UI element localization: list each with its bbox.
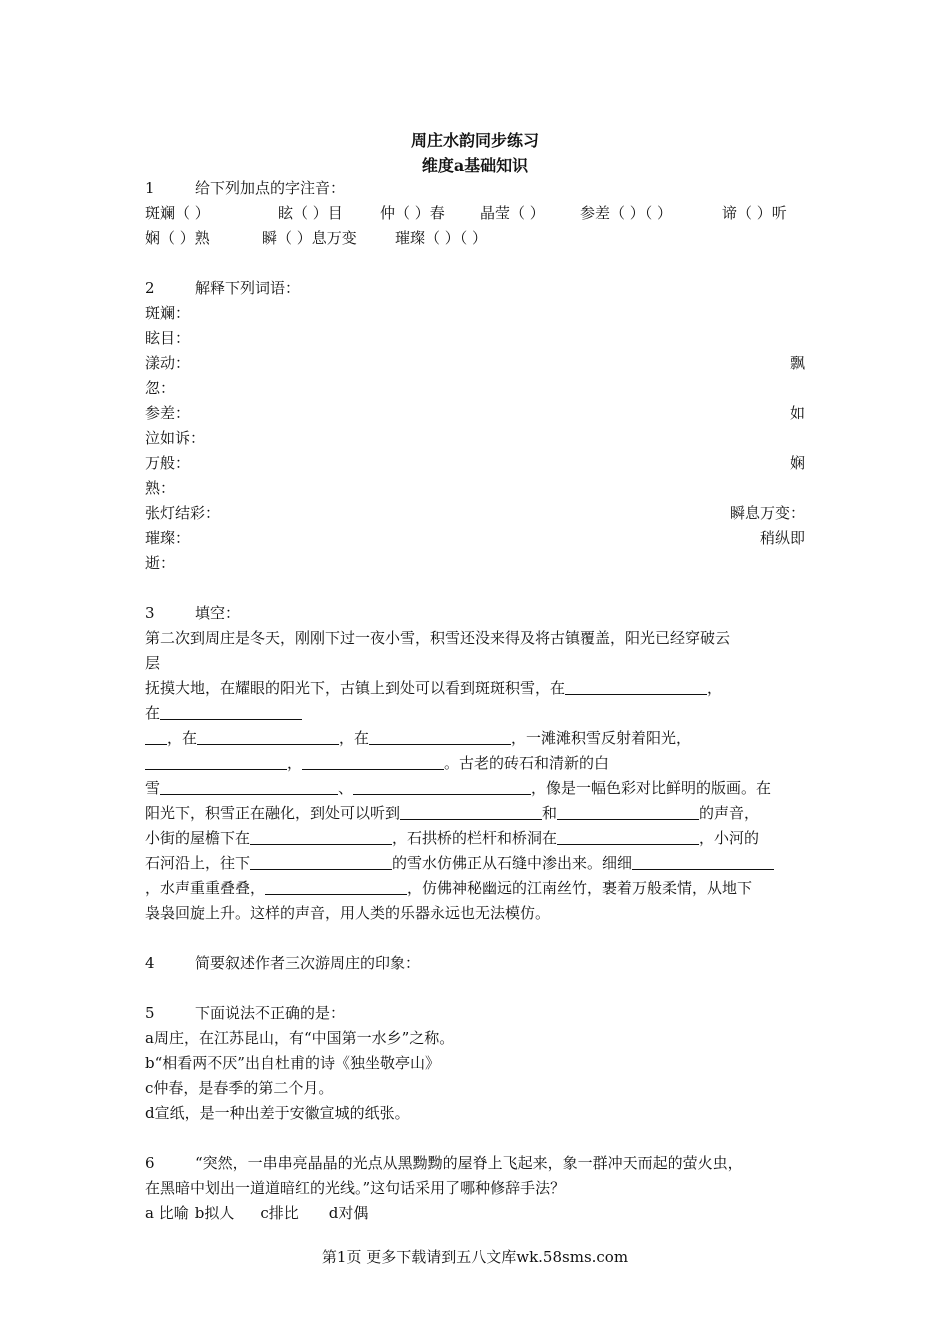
fill-blank[interactable] bbox=[369, 728, 511, 745]
fill-blank[interactable] bbox=[565, 678, 707, 695]
q3-passage-line bbox=[145, 853, 774, 873]
q3-passage-line bbox=[145, 753, 609, 773]
fill-blank[interactable] bbox=[145, 728, 167, 745]
q3-text: 、 bbox=[338, 779, 354, 797]
fill-blank[interactable] bbox=[265, 878, 407, 895]
q6-quote: “突然，一串串亮晶晶的光点从黑黝黝的屋脊上飞起来，象一群冲天而起的萤火虫， bbox=[195, 1154, 743, 1172]
fill-blank[interactable] bbox=[632, 853, 774, 870]
q3-text: ，小河的 bbox=[699, 829, 760, 847]
q2-term-wrap: 如 bbox=[789, 404, 805, 422]
q2-prompt: 解释下列词语： bbox=[195, 279, 301, 297]
fill-blank[interactable] bbox=[160, 703, 302, 720]
q1-item: 参差（ ）（ ） bbox=[580, 204, 673, 222]
q3-number: 3 bbox=[145, 604, 155, 622]
q5-option-a: a周庄，在江苏昆山，有“中国第一水乡”之称。 bbox=[145, 1029, 455, 1047]
q6-option-d: d对偶 bbox=[328, 1204, 369, 1222]
q3-text: ，水声重重叠叠， bbox=[145, 879, 266, 897]
q3-passage-line: 第二次到周庄是冬天，刚刚下过一夜小雪，积雪还没来得及将古镇覆盖，阳光已经穿破云 bbox=[145, 629, 731, 647]
q3-text: ，在 bbox=[339, 729, 370, 747]
q5-number: 5 bbox=[145, 1004, 155, 1022]
q3-text: 石河沿上，往下 bbox=[145, 854, 251, 872]
q3-text: ，在 bbox=[167, 729, 198, 747]
q1-item: 仲（ ）春 bbox=[380, 204, 445, 222]
q2-term: 璀璨： bbox=[145, 529, 191, 547]
q3-prompt: 填空： bbox=[195, 604, 241, 622]
fill-blank[interactable] bbox=[557, 828, 699, 845]
q3-text: ， bbox=[707, 679, 723, 697]
q3-passage-line bbox=[145, 703, 302, 723]
fill-blank[interactable] bbox=[145, 753, 287, 770]
fill-blank[interactable] bbox=[250, 828, 392, 845]
q3-passage-line bbox=[145, 878, 752, 898]
q3-text: 抚摸大地，在耀眼的阳光下，古镇上到处可以看到斑斑积雪，在 bbox=[145, 679, 566, 697]
page-footer: 第1页 更多下载请到五八文库wk.58sms.com bbox=[321, 1248, 629, 1266]
fill-blank[interactable] bbox=[557, 803, 699, 820]
q5-prompt: 下面说法不正确的是： bbox=[195, 1004, 346, 1022]
q2-heading bbox=[145, 278, 300, 298]
q3-text: ，石拱桥的栏杆和桥洞在 bbox=[392, 829, 558, 847]
fill-blank[interactable] bbox=[250, 853, 392, 870]
q6-number: 6 bbox=[145, 1154, 155, 1172]
q2-number: 2 bbox=[145, 279, 155, 297]
q1-prompt: 给下列加点的字注音： bbox=[195, 179, 346, 197]
q6-option-a: a 比喻 bbox=[145, 1204, 189, 1222]
q1-item: 谛（ ）听 bbox=[722, 204, 787, 222]
q2-term-wrap: 稍纵即 bbox=[759, 529, 805, 547]
q6-options bbox=[145, 1203, 368, 1223]
q1-item: 晶莹（ ） bbox=[480, 204, 545, 222]
q2-term-right: 瞬息万变： bbox=[729, 504, 805, 522]
section-subtitle: 维度a基础知识 bbox=[421, 156, 529, 175]
q5-heading bbox=[145, 1003, 345, 1023]
q4-heading bbox=[145, 953, 420, 973]
fill-blank[interactable] bbox=[353, 778, 531, 795]
q2-term: 张灯结彩： bbox=[145, 504, 221, 522]
q1-heading bbox=[145, 178, 345, 198]
q3-text: 的声音， bbox=[699, 804, 760, 822]
q1-item: 娴（ ）熟 bbox=[145, 229, 210, 247]
q1-number: 1 bbox=[145, 179, 155, 197]
q3-heading bbox=[145, 603, 240, 623]
fill-blank[interactable] bbox=[302, 753, 444, 770]
q2-term-wrap: 飘 bbox=[789, 354, 805, 372]
q1-item: 斑斓（ ） bbox=[145, 204, 210, 222]
q2-term: 忽： bbox=[145, 379, 176, 397]
q3-text: ，像是一幅色彩对比鲜明的版画。在 bbox=[531, 779, 772, 797]
q3-text: 小街的屋檐下在 bbox=[145, 829, 251, 847]
q3-text: 雪 bbox=[145, 779, 161, 797]
page-title: 周庄水韵同步练习 bbox=[410, 131, 539, 150]
q3-passage-line: 层 bbox=[145, 654, 161, 672]
fill-blank[interactable] bbox=[160, 778, 338, 795]
q2-term: 漾动： bbox=[145, 354, 191, 372]
q2-term: 逝： bbox=[145, 554, 176, 572]
q3-text: 阳光下，积雪正在融化，到处可以听到 bbox=[145, 804, 401, 822]
q3-passage-line: 袅袅回旋上升。这样的声音，用人类的乐器永远也无法模仿。 bbox=[145, 904, 551, 922]
q2-term: 参差： bbox=[145, 404, 191, 422]
q2-term: 熟： bbox=[145, 479, 176, 497]
q3-text: 和 bbox=[542, 804, 558, 822]
q3-text: 的雪水仿佛正从石缝中渗出来。细细 bbox=[392, 854, 633, 872]
q3-text: 。古老的砖石和清新的白 bbox=[444, 754, 610, 772]
q3-passage-line bbox=[145, 803, 759, 823]
q3-passage-line bbox=[145, 678, 722, 698]
q6-option-c: c排比 bbox=[260, 1204, 299, 1222]
q4-number: 4 bbox=[145, 954, 155, 972]
q5-option-c: c仲春，是春季的第二个月。 bbox=[145, 1079, 334, 1097]
q2-term: 斑斓： bbox=[145, 304, 191, 322]
q3-passage-line bbox=[145, 828, 759, 848]
q6-heading bbox=[145, 1153, 743, 1173]
q5-option-b: b“相看两不厌”出自杜甫的诗《独坐敬亭山》 bbox=[145, 1054, 440, 1072]
fill-blank[interactable] bbox=[400, 803, 542, 820]
q6-option-b: b拟人 bbox=[194, 1204, 235, 1222]
q1-item: 眩（ ）目 bbox=[278, 204, 343, 222]
q3-text: ， bbox=[287, 754, 303, 772]
q2-term: 泣如诉： bbox=[145, 429, 206, 447]
q2-term-wrap: 娴 bbox=[789, 454, 805, 472]
q2-term: 眩目： bbox=[145, 329, 191, 347]
q1-item: 瞬（ ）息万变 bbox=[262, 229, 357, 247]
q5-option-d: d宣纸，是一种出差于安徽宣城的纸张。 bbox=[145, 1104, 410, 1122]
fill-blank[interactable] bbox=[197, 728, 339, 745]
q6-quote-cont: 在黑暗中划出一道道暗红的光线。”这句话采用了哪种修辞手法？ bbox=[145, 1179, 566, 1197]
q4-prompt: 简要叙述作者三次游周庄的印象： bbox=[195, 954, 421, 972]
q3-passage-line bbox=[145, 728, 691, 748]
q1-item: 璀璨（ ）（ ） bbox=[395, 229, 488, 247]
q3-passage-line bbox=[145, 778, 771, 798]
q2-term: 万般： bbox=[145, 454, 191, 472]
q3-text: 在 bbox=[145, 704, 161, 722]
q3-text: ，一滩滩积雪反射着阳光， bbox=[511, 729, 692, 747]
q3-text: ，仿佛神秘幽远的江南丝竹，裹着万般柔情，从地下 bbox=[407, 879, 753, 897]
